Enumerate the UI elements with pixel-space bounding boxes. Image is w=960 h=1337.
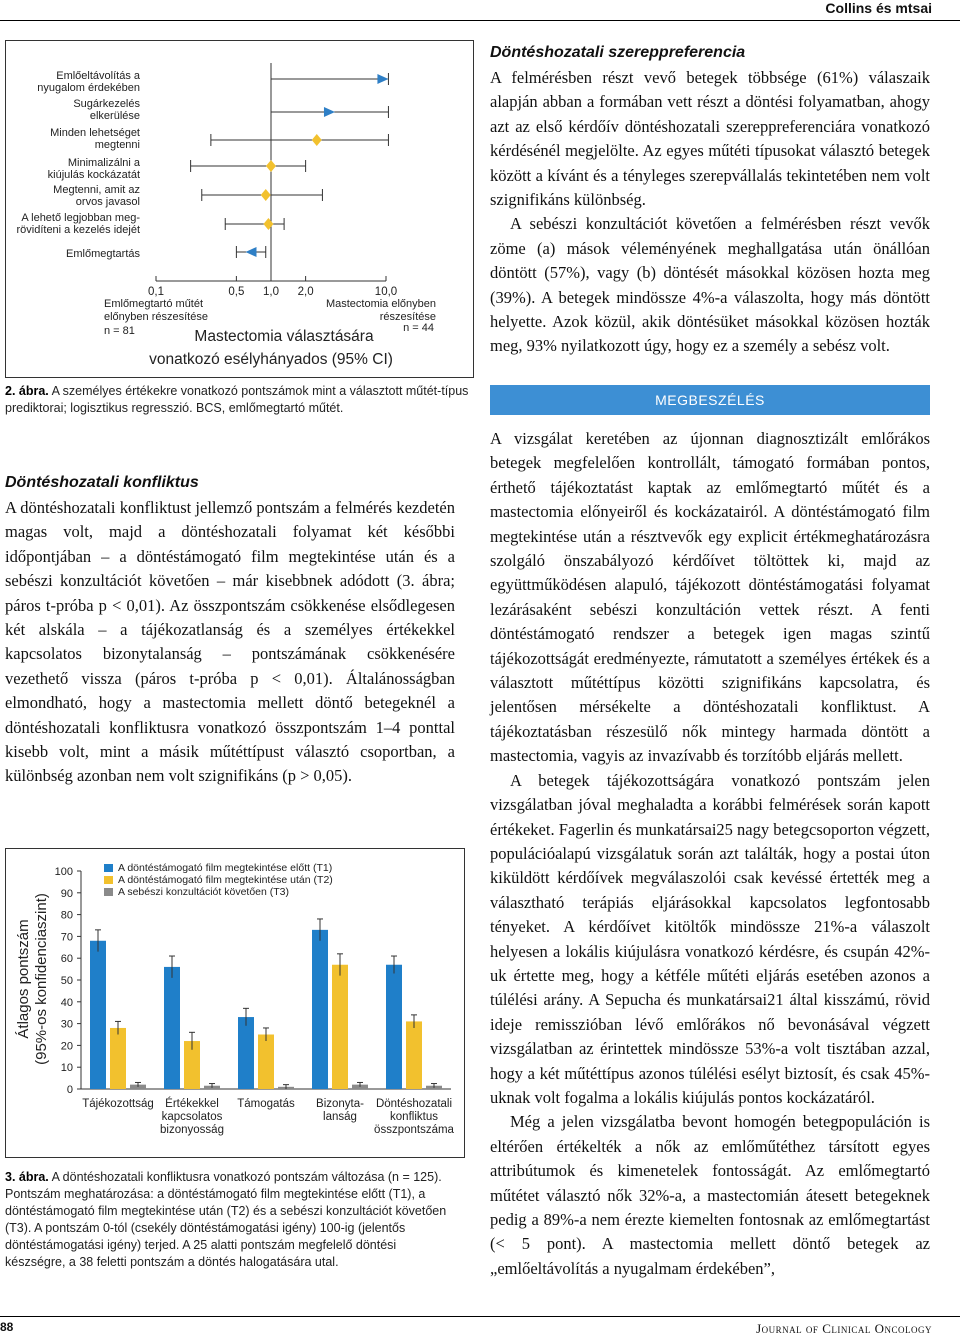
x-axis-title: Mastectomia választására [194, 328, 374, 345]
estimate-diamond [263, 218, 273, 230]
row-label: Sugárkezelés elkerülése [73, 98, 140, 122]
section-title-preference: Döntéshozatali szereppreferencia [490, 44, 746, 61]
header-rule [0, 20, 960, 21]
estimate-diamond [261, 189, 271, 201]
section-title-conflict: Döntéshozatali konfliktus [5, 474, 199, 491]
x-axis-title-2: vonatkozó esélyhányados (95% CI) [149, 351, 393, 368]
section-body-conflict [5, 496, 455, 789]
section-banner-discussion: MEGBESZÉLÉS [490, 385, 930, 415]
y-tick-label: 60 [60, 953, 73, 966]
bar [238, 1017, 254, 1089]
x-tick-label: Támogatás [237, 1098, 295, 1110]
paragraph: A döntéshozatali konfliktust jellemző pontszám a felmérés kezdetén magas volt, majd a döntéshozatali folyamat két későbbi időpontjában – a döntéstámogató film megtekintése után és a sebészi konzultációt követően – már kisebbnek adódott (3. ábra; páros t-próba p < 0,01). Az összpontszám csökkenése elsődlegesen két alskála – a tájékozatlanság és a személyes értékekkel kapcsolatos bizonytalanság – pontszámának csökkenésére vezethető vissza (páros t-próba p < 0,01). Általánosságban elmondható, hogy a mastectomia mellett döntő betegeknél a döntéshozatali konfliktusra vonatkozó összpontszám 1–4 ponttal kisebb volt, mint a másik műtéttípust választó csoportban, a különbség azonban nem volt szignifikáns (p > 0,05). [5, 498, 455, 786]
x-tick-label: Tájékozottság [82, 1098, 154, 1110]
row-label: A lehető legjobban meg-rövidíteni a kezelés idejét [16, 212, 140, 236]
legend-swatch [104, 864, 113, 872]
legend-label: A döntéstámogató film megtekintése előtt (T1) [118, 862, 333, 874]
x-tick-label: 0,1 [148, 286, 164, 298]
figure-3-panel [5, 848, 465, 1158]
paragraph: A betegek tájékozottságára vonatkozó pontszám jelen vizsgálatban jóval meghaladta a korábbi felmérések során kapott értékeket. Fagerlin és munkatársai25 nagy betegcsoporton végzett, populációalapú vizsgálatuk során azt találták, hogy a postai úton kiküldött kérdőívek megválaszolói csak kevéssé értették meg a választható terápiás eljárásokkal kapcsolatos legfontosabb tényeket. A kérdőívet kitöltők mindössze 21%-a válaszolt helyesen a lokális kiújulásra vonatkozó kérdésre, és csupán 42%-uk értette meg, hogy a kétféle műtéti eljárás esetében azonos a túlélési arány. A Sepucha és munkatársai21 által kisszámú, rövid ideje remisszióban lévő emlőrákos nő bevonásával végzett vizsgálatban az érintettek mindössze 53%-a volt tisztában azzal, hogy a két műtéttípus azonos túlélési esélyt biztosít, és csak 45%-uknak volt fogalma a lokális kiújulás pontos kockázatáról. [490, 770, 930, 1107]
y-tick-label: 20 [60, 1040, 73, 1053]
y-tick-label: 90 [60, 887, 73, 900]
figure-2-caption-label: 2. ábra. [5, 384, 49, 398]
right-group-label: Mastectomia előnyben részesítése [325, 298, 436, 323]
y-tick-label: 80 [60, 909, 73, 922]
left-group-label: Emlőmegtartó műtét előnyben részesítése [104, 298, 208, 323]
y-tick-label: 40 [60, 996, 73, 1009]
figure-2-caption [5, 383, 475, 417]
section-body-discussion [490, 427, 930, 1281]
figure-2-caption-text: A személyes értékekre vonatkozó pontszámok mint a választott műtét-típus prediktorai; logisztikus regresszió. BCS, emlőmegtartó műtét. [5, 384, 469, 415]
row-label: Minden lehetséget megtenni [50, 127, 140, 151]
x-tick-label: 1,0 [263, 286, 279, 298]
legend-swatch [104, 888, 113, 896]
estimate-arrow [377, 74, 388, 84]
y-tick-label: 70 [60, 931, 73, 944]
estimate-arrow [245, 247, 256, 257]
y-tick-label: 100 [54, 866, 73, 878]
y-axis-title-2: (95%-os konfidenciaszint) [33, 893, 50, 1065]
x-tick-label: 10,0 [374, 286, 398, 298]
y-tick-label: 0 [66, 1084, 73, 1096]
section-body-preference [490, 66, 930, 359]
y-axis-title-group [15, 893, 50, 1065]
bar [90, 941, 106, 1089]
x-tick-label: Bizonyta-lanság [316, 1098, 364, 1123]
page-number: 88 [0, 1320, 14, 1334]
bar [406, 1021, 422, 1089]
x-tick-label: Döntéshozatali konfliktus összpontszáma [374, 1098, 454, 1136]
running-header: Collins és mtsai [825, 0, 932, 16]
footer-rule [0, 1316, 960, 1317]
legend-label: A sebészi konzultációt követően (T3) [118, 886, 290, 898]
estimate-arrow [324, 107, 335, 117]
figure-2-panel [5, 40, 474, 378]
bar [164, 967, 180, 1089]
legend-swatch [104, 876, 113, 884]
left-n-label: n = 81 [104, 325, 135, 337]
forest-plot [6, 41, 473, 377]
estimate-diamond [312, 134, 322, 146]
bar [386, 965, 402, 1089]
bar [258, 1035, 274, 1090]
paragraph: Még a jelen vizsgálatba bevont homogén betegpopuláción is eltérően értékelték a nők az emlőműtéthez társított egyes attribútumok és kimenetelek fontosságát. Az emlőmegtartó műtétet választó nők 32%-a, a mastectomián átesett betegeknek pedig a 89%-a nem érezte kiemelten fontosnak az emlőmegtartást (< 5 pont). A mastectomia mellett döntő betegek az „emlőeltávolítás a nyugalmam érdekében”, [490, 1112, 930, 1278]
right-n-label: n = 44 [403, 322, 434, 334]
figure-3-caption-label: 3. ábra. [5, 1170, 49, 1184]
row-label: Megtenni, amit az orvos javasol [53, 184, 140, 208]
bar [110, 1028, 126, 1089]
row-label: Emlőmegtartás [66, 248, 140, 260]
y-axis-title: Átlagos pontszám [15, 919, 32, 1039]
x-tick-label: 0,5 [228, 286, 245, 298]
legend-label: A döntéstámogató film megtekintése után (T2) [118, 874, 333, 886]
paragraph: A sebészi konzultációt követően a felmérésben részt vevők zöme (a) mások véleményének meghallgatása után önállóan döntött (57%), vagy (b) döntését másokkal közösen hozta meg (39%). A betegek mindössze 4%-a válaszolta, hogy más döntött helyette. Azok közül, akik döntésüket másokkal közösen hozták meg, 93% nyilatkozott úgy, hogy ez a személy a sebész volt. [490, 214, 930, 356]
journal-name: Journal of Clinical Oncology [756, 1321, 932, 1336]
y-tick-label: 10 [60, 1062, 73, 1075]
paragraph: A felmérésben részt vevő betegek többsége (61%) válaszaik alapján abban a formában vett részt a döntési folyamatban, ahogy azt az első kérdőív döntéshozatali szereppreferenciára vonatkozó kérdésénél megjelölte. Az egyes műtéti típusokat választó betegek között a kívánt és a tényleges szerepvállalás tekintetében nem volt szignifikáns különbség. [490, 68, 930, 210]
paragraph: A vizsgálat keretében az újonnan diagnosztizált emlőrákos betegek megfelelően kontrollált, támogató formában pontos, érthető tájékoztatást kaptak az emlőmegtartó műtét és a mastectomia előnyeiről és kockázatairól. A döntéstámogató film megtekintése után a résztvevők egy explicit értékmeghatározásra szolgáló önszabályozó kérdőívet töltöttek ki, majd az együttműködésen alapuló, tájékozott döntéstámogatási folyamat lezárásaként sebészi konzultáción vettek részt. A fenti döntéstámogató rendszer a betegek igen magas szintű tájékozottságát eredményezte, rámutatott a személyes értékek és a választott műtéttípus közötti szignifikáns kapcsolatra, és jelentősen mérsékelte a döntéshozatali konfliktust. A tájékoztatásban részesülő nők mintegy harmada döntött a mastectomia, vagyis az invazívabb és torzítóbb eljárás mellett. [490, 429, 930, 766]
y-tick-label: 30 [60, 1018, 73, 1031]
row-label: Emlőeltávolítás a nyugalom érdekében [37, 70, 140, 94]
bar [332, 965, 348, 1089]
figure-3-caption [5, 1169, 460, 1271]
estimate-diamond [266, 160, 276, 172]
bar [312, 930, 328, 1089]
bar-chart [6, 849, 464, 1157]
x-tick-label: 2,0 [297, 286, 314, 298]
row-label: Minimalizálni a kiújulás kockázatát [47, 157, 140, 181]
y-tick-label: 50 [60, 975, 73, 987]
x-tick-label: Értékekkel kapcsolatos bizonyosság [160, 1098, 224, 1136]
figure-3-caption-text: A döntéshozatali konfliktusra vonatkozó pontszám változása (n = 125). Pontszám meghatározása: a döntéstámogató film megtekintése előtt (T1), a döntéstámogató film megtekintése után (T2) és a sebészi konzultációt követően (T3). A pontszám 0-tól (csekély döntéstámogatási igény) 100-ig (jelentős döntéstámogatási igény) terjed. A 25 alatti pontszám megfelelő döntési készségre, a 38 feletti pontszám a döntés halogatására utal. [5, 1170, 447, 1269]
